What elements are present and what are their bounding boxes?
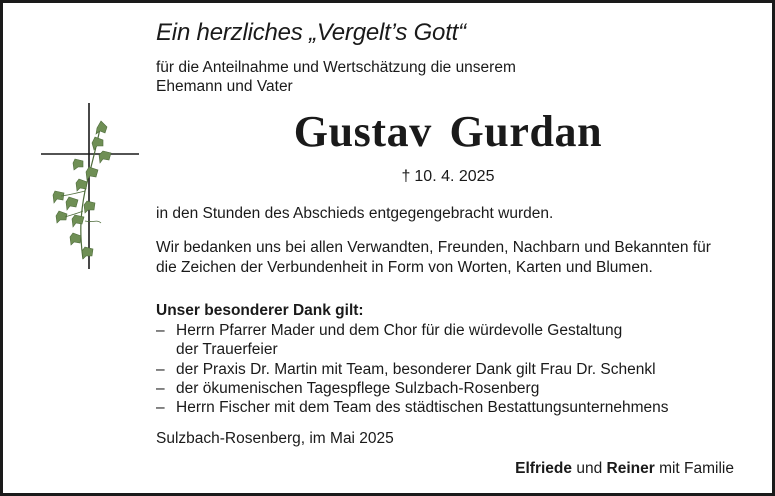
list-item <box>156 360 669 379</box>
list-item-text: Herrn Fischer mit dem Team des städtischen Bestattungsunternehmens <box>176 399 669 417</box>
signature <box>515 460 734 478</box>
place-date: Sulzbach-Rosenberg, im Mai 2025 <box>156 430 394 447</box>
signature-suffix: mit Familie <box>659 460 734 477</box>
list-item <box>156 321 669 360</box>
signature-name-1: Elfriede <box>515 460 573 477</box>
thanks-list <box>156 321 669 417</box>
signature-name-2: Reiner <box>606 460 655 477</box>
list-item-text: der Praxis Dr. Martin mit Team, besonderer Dank gilt Frau Dr. Schenkl <box>176 360 656 378</box>
thanks-heading: Unser besonderer Dank gilt: <box>156 302 364 319</box>
signature-and: und <box>576 460 603 477</box>
deceased-name: Gustav Gurdan <box>293 107 603 156</box>
dash-bullet: – <box>156 360 165 378</box>
dagger-symbol: † <box>401 168 411 185</box>
list-item <box>156 398 669 417</box>
death-date-value: 10. 4. 2025 <box>414 168 495 185</box>
intro-line-2: Ehemann und Vater <box>156 78 293 95</box>
list-item <box>156 379 669 398</box>
list-item-continuation: der Trauerfeier <box>176 341 278 359</box>
intro-text <box>156 58 516 96</box>
intro-line-1: für die Anteilnahme und Wertschätzung die unserem <box>156 59 516 76</box>
list-item-text: Herrn Pfarrer Mader und dem Chor für die würdevolle Gestaltung <box>176 322 623 339</box>
headline: Ein herzliches „Vergelt’s Gott“ <box>156 19 466 46</box>
dash-bullet: – <box>156 399 165 417</box>
body-line: in den Stunden des Abschieds entgegengebracht wurden. <box>156 205 554 222</box>
dash-bullet: – <box>156 322 165 339</box>
death-date <box>3 168 775 186</box>
dash-bullet: – <box>156 379 165 397</box>
list-item-text: der ökumenischen Tagespflege Sulzbach-Rosenberg <box>176 379 540 397</box>
body-paragraph: Wir bedanken uns bei allen Verwandten, Freunden, Nachbarn und Bekannten für die Zeichen der Verbundenheit in Form von Worten, Karten und Blumen. <box>156 239 711 276</box>
